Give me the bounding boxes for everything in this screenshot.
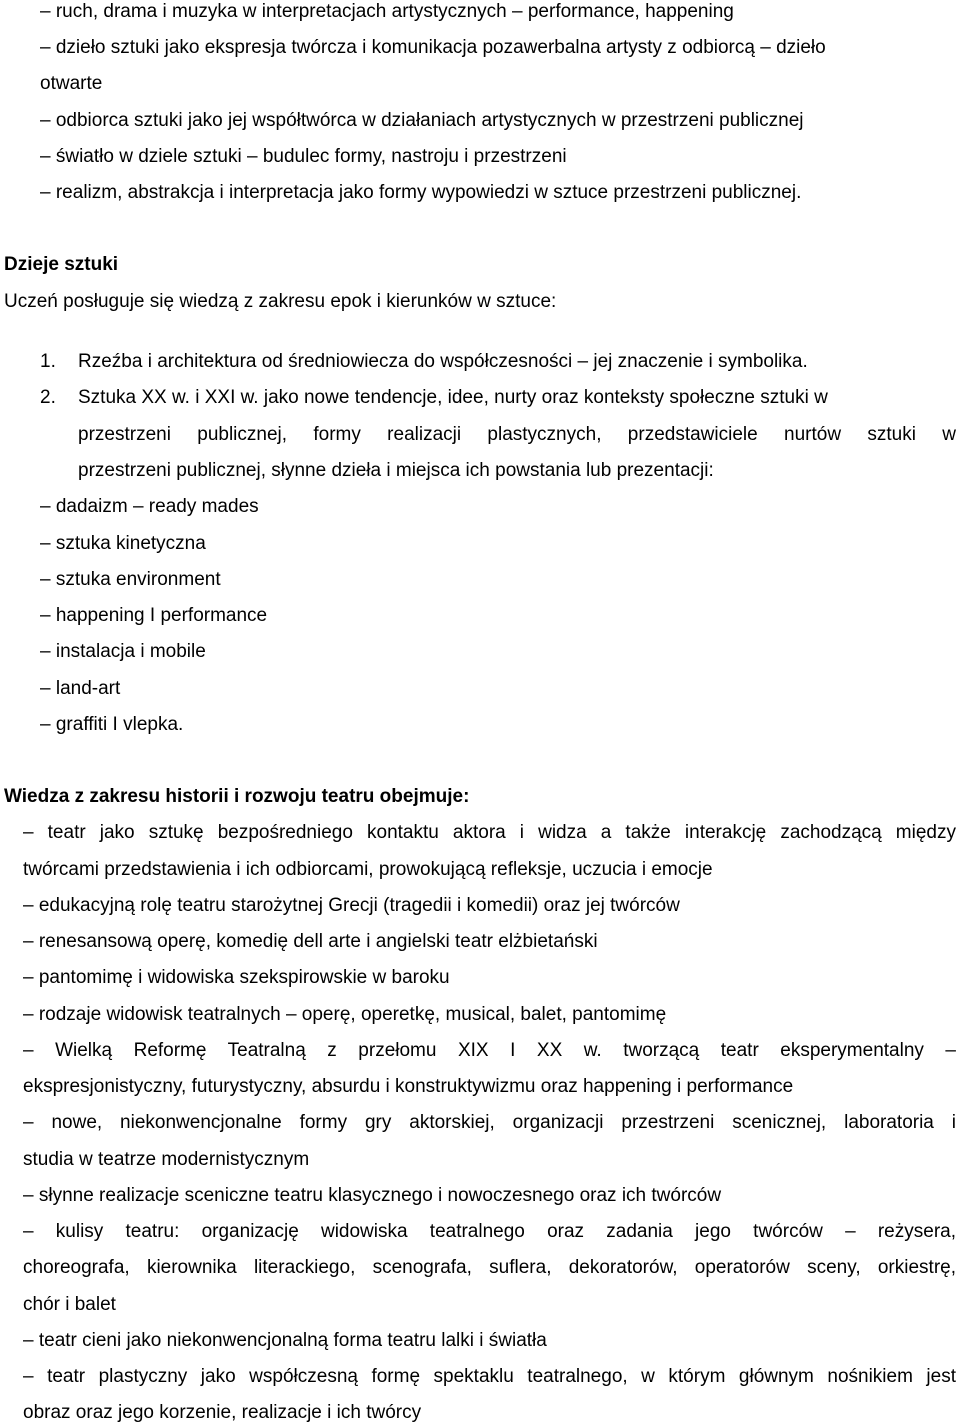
- item-number: 1.: [40, 351, 56, 372]
- item-text: Rzeźba i architektura od średniowiecza do współczesności – jej znaczenie i symbolika.: [78, 351, 808, 372]
- item-text: Sztuka XX w. i XXI w. jako nowe tendencje, idee, nurty oraz konteksty społeczne sztuki w: [78, 387, 828, 408]
- paragraph-line: – kulisy teatru: organizację widowiska teatralnego oraz zadania jego twórców – reżysera,: [23, 1221, 956, 1242]
- dash-bullet: –: [40, 641, 51, 662]
- paragraph-line: – rodzaje widowisk teatralnych – operę, operetkę, musical, balet, pantomimę: [23, 1004, 667, 1025]
- section-intro: Uczeń posługuje się wiedzą z zakresu epok i kierunków w sztuce:: [4, 291, 557, 312]
- list-item: [40, 533, 206, 557]
- paragraph-line: – teatr cieni jako niekonwencjonalną forma teatru lalki i światła: [23, 1330, 547, 1351]
- list-item-text: sztuka kinetyczna: [55, 533, 206, 554]
- numbered-item-continuation: przestrzeni publicznej, formy realizacji plastycznych, przedstawiciele nurtów sztuki w: [78, 424, 956, 445]
- list-item: [40, 37, 826, 61]
- section-heading: Dzieje sztuki: [4, 254, 119, 275]
- list-item-text: ruch, drama i muzyka w interpretacjach artystycznych – performance, happening: [55, 1, 734, 22]
- paragraph-line: twórcami przedstawienia i ich odbiorcami, prowokującą refleksje, uczucia i emocje: [23, 859, 713, 880]
- list-item: [40, 110, 804, 134]
- dash-bullet: –: [40, 146, 51, 167]
- list-item: [40, 496, 259, 520]
- paragraph-line: – renesansową operę, komedię dell arte i angielski teatr elżbietański: [23, 931, 598, 952]
- list-item: [40, 641, 206, 665]
- dash-bullet: –: [40, 714, 51, 735]
- paragraph-line: choreografa, kierownika literackiego, scenografa, suflera, dekoratorów, operatorów sceny, orkiestrę,: [23, 1257, 956, 1278]
- numbered-item: [40, 387, 828, 411]
- numbered-item: [40, 351, 808, 375]
- list-item-text: realizm, abstrakcja i interpretacja jako formy wypowiedzi w sztuce przestrzeni publicznej.: [55, 182, 802, 203]
- numbered-item-continuation: przestrzeni publicznej, słynne dzieła i miejsca ich powstania lub prezentacji:: [78, 460, 714, 481]
- list-item-text: światło w dziele sztuki – budulec formy, nastroju i przestrzeni: [55, 146, 567, 167]
- dash-bullet: –: [40, 678, 51, 699]
- list-item-text: instalacja i mobile: [55, 641, 206, 662]
- list-item-text: graffiti I vlepka.: [55, 714, 184, 735]
- paragraph-line: chór i balet: [23, 1294, 116, 1315]
- paragraph-line: – edukacyjną rolę teatru starożytnej Grecji (tragedii i komedii) oraz jej twórców: [23, 895, 680, 916]
- list-item-text: otwarte: [40, 73, 103, 94]
- paragraph-line: studia w teatrze modernistycznym: [23, 1149, 310, 1170]
- list-item-text: land-art: [55, 678, 121, 699]
- list-item: [40, 182, 801, 206]
- dash-bullet: –: [40, 569, 51, 590]
- dash-bullet: –: [40, 182, 51, 203]
- dash-bullet: –: [40, 496, 51, 517]
- dash-bullet: –: [40, 605, 51, 626]
- dash-bullet: –: [40, 37, 51, 58]
- list-item-continuation: [40, 73, 102, 97]
- list-item-text: sztuka environment: [55, 569, 221, 590]
- paragraph-line: obraz oraz jego korzenie, realizacje i ich twórcy: [23, 1402, 422, 1423]
- dash-bullet: –: [40, 110, 51, 131]
- list-item: [40, 605, 267, 629]
- paragraph-line: ekspresjonistyczny, futurystyczny, absurdu i konstruktywizmu oraz happening i performance: [23, 1076, 794, 1097]
- dash-bullet: –: [40, 1, 51, 22]
- list-item-text: dadaizm – ready mades: [55, 496, 259, 517]
- section-heading: Wiedza z zakresu historii i rozwoju teatru obejmuje:: [4, 786, 470, 807]
- list-item: [40, 714, 183, 738]
- paragraph-line: – Wielką Reformę Teatralną z przełomu XIX I XX w. tworzącą teatr eksperymentalny –: [23, 1040, 956, 1061]
- paragraph-line: – teatr plastyczny jako współczesną formę spektaklu teatralnego, w którym głównym nośnikiem jest: [23, 1366, 956, 1387]
- item-number: 2.: [40, 387, 56, 408]
- paragraph-line: – teatr jako sztukę bezpośredniego kontaktu aktora i widza a także interakcję zachodzącą między: [23, 822, 956, 843]
- list-item-text: odbiorca sztuki jako jej współtwórca w działaniach artystycznych w przestrzeni publicznej: [55, 110, 804, 131]
- dash-bullet: –: [40, 533, 51, 554]
- paragraph-line: – nowe, niekonwencjonalne formy gry aktorskiej, organizacji przestrzeni scenicznej, laboratoria i: [23, 1112, 956, 1133]
- paragraph-line: – pantomimę i widowiska szekspirowskie w baroku: [23, 967, 450, 988]
- list-item: [40, 678, 120, 702]
- list-item: [40, 1, 734, 25]
- paragraph-line: – słynne realizacje sceniczne teatru klasycznego i nowoczesnego oraz ich twórców: [23, 1185, 722, 1206]
- list-item-text: happening I performance: [55, 605, 268, 626]
- list-item: [40, 146, 567, 170]
- list-item: [40, 569, 221, 593]
- list-item-text: dzieło sztuki jako ekspresja twórcza i komunikacja pozawerbalna artysty z odbiorcą – dzieło: [55, 37, 826, 58]
